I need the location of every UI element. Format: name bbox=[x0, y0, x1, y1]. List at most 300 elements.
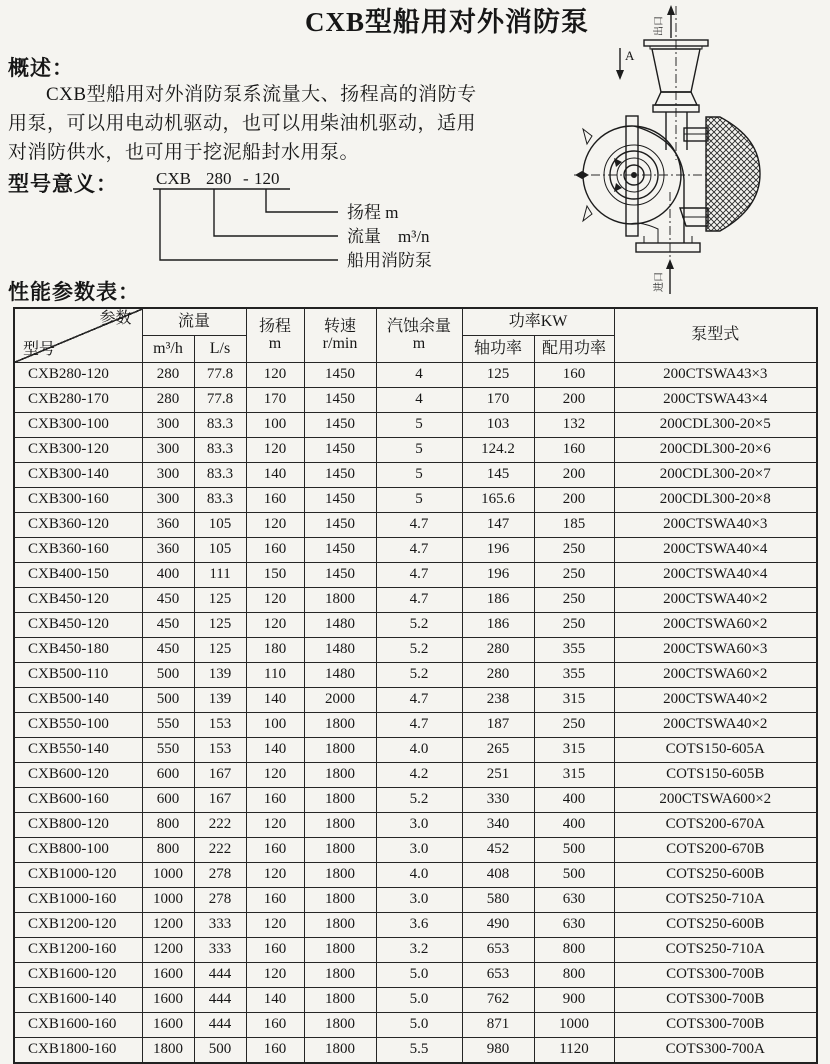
model-meaning-heading: 型号意义： bbox=[8, 172, 118, 196]
table-row bbox=[14, 938, 817, 963]
table-cell: 83.3 bbox=[194, 438, 246, 463]
table-row bbox=[14, 688, 817, 713]
casing-lug-bottom bbox=[583, 206, 592, 221]
table-cell: 450 bbox=[142, 638, 194, 663]
table-cell: 186 bbox=[462, 613, 534, 638]
table-cell: 139 bbox=[194, 663, 246, 688]
table-cell: 400 bbox=[534, 813, 614, 838]
table-cell: 1450 bbox=[304, 488, 376, 513]
table-cell: 170 bbox=[246, 388, 304, 413]
table-cell: 180 bbox=[246, 638, 304, 663]
table-cell: CXB1200-120 bbox=[14, 913, 142, 938]
table-cell: 1450 bbox=[304, 563, 376, 588]
table-cell: CXB280-170 bbox=[14, 388, 142, 413]
model-code-head: 120 bbox=[254, 170, 280, 188]
table-cell: 139 bbox=[194, 688, 246, 713]
table-cell: 653 bbox=[462, 963, 534, 988]
table-cell: 120 bbox=[246, 513, 304, 538]
table-cell: 147 bbox=[462, 513, 534, 538]
table-cell: 125 bbox=[462, 363, 534, 388]
table-cell: 200CDL300-20×5 bbox=[614, 413, 817, 438]
table-cell: 196 bbox=[462, 563, 534, 588]
table-cell: 280 bbox=[462, 638, 534, 663]
table-cell: 630 bbox=[534, 888, 614, 913]
label-pump: 船用消防泵 bbox=[347, 251, 432, 270]
table-row bbox=[14, 663, 817, 688]
table-cell: 200CTSWA40×2 bbox=[614, 688, 817, 713]
table-cell: 500 bbox=[142, 688, 194, 713]
table-cell: 77.8 bbox=[194, 388, 246, 413]
table-cell: 5 bbox=[376, 438, 462, 463]
table-cell: 315 bbox=[534, 688, 614, 713]
table-cell: 4.7 bbox=[376, 588, 462, 613]
table-cell: 5 bbox=[376, 488, 462, 513]
table-cell: 1800 bbox=[304, 1038, 376, 1064]
casing-lug-top bbox=[583, 129, 592, 144]
table-cell: 1800 bbox=[304, 1013, 376, 1038]
table-cell: CXB1000-120 bbox=[14, 863, 142, 888]
table-cell: 1800 bbox=[304, 913, 376, 938]
table-cell: 1000 bbox=[142, 863, 194, 888]
table-cell: COTS300-700B bbox=[614, 1013, 817, 1038]
table-cell: 444 bbox=[194, 963, 246, 988]
table-cell: 444 bbox=[194, 1013, 246, 1038]
view-a-arrowhead bbox=[616, 70, 624, 80]
table-cell: CXB450-180 bbox=[14, 638, 142, 663]
table-cell: CXB500-110 bbox=[14, 663, 142, 688]
table-row bbox=[14, 988, 817, 1013]
table-cell: 160 bbox=[246, 1038, 304, 1064]
table-cell: 153 bbox=[194, 713, 246, 738]
table-cell: 5.0 bbox=[376, 1013, 462, 1038]
table-cell: COTS250-710A bbox=[614, 888, 817, 913]
table-cell: COTS300-700B bbox=[614, 988, 817, 1013]
table-cell: 1600 bbox=[142, 963, 194, 988]
table-cell: 452 bbox=[462, 838, 534, 863]
table-cell: CXB280-120 bbox=[14, 363, 142, 388]
view-a-label: A bbox=[625, 48, 635, 63]
table-cell: 444 bbox=[194, 988, 246, 1013]
table-cell: 330 bbox=[462, 788, 534, 813]
table-cell: 5 bbox=[376, 413, 462, 438]
table-row bbox=[14, 613, 817, 638]
table-row bbox=[14, 763, 817, 788]
table-cell: COTS200-670B bbox=[614, 838, 817, 863]
table-cell: 160 bbox=[246, 938, 304, 963]
table-cell: 160 bbox=[246, 538, 304, 563]
table-cell: 300 bbox=[142, 438, 194, 463]
table-cell: CXB1600-120 bbox=[14, 963, 142, 988]
table-cell: 4.7 bbox=[376, 688, 462, 713]
table-cell: 200CTSWA43×3 bbox=[614, 363, 817, 388]
table-cell: 200CTSWA600×2 bbox=[614, 788, 817, 813]
table-cell: 1800 bbox=[304, 763, 376, 788]
table-row bbox=[14, 488, 817, 513]
table-cell: 4.7 bbox=[376, 563, 462, 588]
table-cell: 315 bbox=[534, 738, 614, 763]
table-cell: 145 bbox=[462, 463, 534, 488]
motor-dome bbox=[706, 117, 760, 231]
table-cell: CXB450-120 bbox=[14, 613, 142, 638]
performance-table bbox=[13, 307, 818, 1064]
table-cell: 222 bbox=[194, 813, 246, 838]
rotation-mark-bottom bbox=[614, 183, 622, 192]
table-cell: COTS300-700B bbox=[614, 963, 817, 988]
table-row bbox=[14, 713, 817, 738]
table-cell: 200CTSWA60×2 bbox=[614, 613, 817, 638]
table-cell: 110 bbox=[246, 663, 304, 688]
table-cell: COTS250-600B bbox=[614, 863, 817, 888]
model-designation-diagram bbox=[140, 170, 470, 274]
table-cell: 200CDL300-20×6 bbox=[614, 438, 817, 463]
table-cell: 132 bbox=[534, 413, 614, 438]
table-cell: 120 bbox=[246, 963, 304, 988]
table-cell: 1450 bbox=[304, 438, 376, 463]
overview-line: 对消防供水，也可用于挖泥船封水用泵。 bbox=[8, 142, 360, 163]
table-cell: 5.5 bbox=[376, 1038, 462, 1064]
table-cell: 200CTSWA60×2 bbox=[614, 663, 817, 688]
table-cell: 196 bbox=[462, 538, 534, 563]
label-head: 扬程 m bbox=[347, 203, 399, 222]
table-cell: 200CTSWA40×4 bbox=[614, 538, 817, 563]
table-cell: 4.7 bbox=[376, 513, 462, 538]
table-cell: 1600 bbox=[142, 988, 194, 1013]
table-cell: 1800 bbox=[304, 738, 376, 763]
head-header: 扬程 m bbox=[246, 308, 304, 363]
table-cell: 3.0 bbox=[376, 838, 462, 863]
overview-paragraph bbox=[8, 80, 580, 167]
table-cell: 200CTSWA40×3 bbox=[614, 513, 817, 538]
table-row bbox=[14, 913, 817, 938]
table-cell: 1000 bbox=[142, 888, 194, 913]
table-cell: 4.7 bbox=[376, 713, 462, 738]
table-cell: 653 bbox=[462, 938, 534, 963]
table-row bbox=[14, 813, 817, 838]
pump-type-header: 泵型式 bbox=[614, 308, 817, 363]
table-cell: CXB450-120 bbox=[14, 588, 142, 613]
table-cell: CXB800-100 bbox=[14, 838, 142, 863]
table-cell: 124.2 bbox=[462, 438, 534, 463]
table-cell: CXB1600-140 bbox=[14, 988, 142, 1013]
table-cell: 4 bbox=[376, 363, 462, 388]
table-cell: 170 bbox=[462, 388, 534, 413]
table-cell: 140 bbox=[246, 688, 304, 713]
table-cell: 5.2 bbox=[376, 788, 462, 813]
table-cell: 105 bbox=[194, 538, 246, 563]
inlet-label: 进口 bbox=[654, 272, 665, 292]
table-cell: 550 bbox=[142, 713, 194, 738]
table-row bbox=[14, 513, 817, 538]
table-cell: CXB300-120 bbox=[14, 438, 142, 463]
table-cell: 600 bbox=[142, 763, 194, 788]
table-cell: 160 bbox=[246, 788, 304, 813]
table-cell: CXB360-120 bbox=[14, 513, 142, 538]
table-cell: CXB1800-160 bbox=[14, 1038, 142, 1064]
table-cell: 250 bbox=[534, 588, 614, 613]
table-row bbox=[14, 563, 817, 588]
table-cell: 186 bbox=[462, 588, 534, 613]
table-cell: 83.3 bbox=[194, 463, 246, 488]
table-cell: CXB400-150 bbox=[14, 563, 142, 588]
rated-power-header: 配用功率 bbox=[534, 336, 614, 363]
table-cell: 280 bbox=[142, 363, 194, 388]
rotation-mark-top bbox=[614, 158, 622, 167]
table-cell: 278 bbox=[194, 863, 246, 888]
table-cell: 400 bbox=[142, 563, 194, 588]
table-cell: 153 bbox=[194, 738, 246, 763]
table-cell: 408 bbox=[462, 863, 534, 888]
table-cell: 1800 bbox=[304, 588, 376, 613]
table-cell: 3.0 bbox=[376, 813, 462, 838]
table-cell: 1200 bbox=[142, 913, 194, 938]
flow-header: 流量 bbox=[142, 308, 246, 336]
table-cell: 120 bbox=[246, 438, 304, 463]
table-row bbox=[14, 788, 817, 813]
table-cell: 280 bbox=[142, 388, 194, 413]
lead-line-head bbox=[266, 189, 338, 212]
table-cell: 200 bbox=[534, 463, 614, 488]
table-cell: 580 bbox=[462, 888, 534, 913]
table-row bbox=[14, 963, 817, 988]
table-cell: 200 bbox=[534, 388, 614, 413]
table-cell: CXB800-120 bbox=[14, 813, 142, 838]
table-cell: 111 bbox=[194, 563, 246, 588]
table-cell: 1450 bbox=[304, 538, 376, 563]
outlet-arrowhead bbox=[667, 5, 675, 15]
table-cell: 100 bbox=[246, 713, 304, 738]
table-cell: 120 bbox=[246, 363, 304, 388]
table-row bbox=[14, 838, 817, 863]
table-cell: 250 bbox=[534, 538, 614, 563]
corner-model-label: 型号 bbox=[23, 341, 56, 359]
table-cell: 160 bbox=[246, 838, 304, 863]
table-cell: 800 bbox=[142, 813, 194, 838]
table-cell: 300 bbox=[142, 463, 194, 488]
table-cell: 800 bbox=[534, 938, 614, 963]
table-cell: 333 bbox=[194, 913, 246, 938]
table-cell: 2000 bbox=[304, 688, 376, 713]
table-cell: 83.3 bbox=[194, 488, 246, 513]
table-cell: 251 bbox=[462, 763, 534, 788]
table-cell: 125 bbox=[194, 588, 246, 613]
table-cell: 5.0 bbox=[376, 963, 462, 988]
table-cell: 1800 bbox=[304, 988, 376, 1013]
table-cell: 77.8 bbox=[194, 363, 246, 388]
power-header: 功率KW bbox=[462, 308, 614, 336]
table-cell: 250 bbox=[534, 713, 614, 738]
table-cell: COTS150-605A bbox=[614, 738, 817, 763]
overview-line: 用泵，可以用电动机驱动，也可以用柴油机驱动，适用 bbox=[8, 113, 477, 134]
table-cell: 300 bbox=[142, 413, 194, 438]
table-cell: CXB300-160 bbox=[14, 488, 142, 513]
table-cell: 100 bbox=[246, 413, 304, 438]
model-code-dash: - bbox=[243, 170, 249, 188]
table-cell: 103 bbox=[462, 413, 534, 438]
table-cell: 167 bbox=[194, 788, 246, 813]
table-cell: 120 bbox=[246, 763, 304, 788]
suction-flange bbox=[636, 243, 700, 252]
pump-technical-drawing bbox=[570, 0, 828, 302]
table-cell: 1450 bbox=[304, 413, 376, 438]
table-cell: 105 bbox=[194, 513, 246, 538]
shaft-center bbox=[631, 172, 637, 178]
table-cell: 120 bbox=[246, 613, 304, 638]
table-cell: 200CDL300-20×8 bbox=[614, 488, 817, 513]
table-cell: 200 bbox=[534, 488, 614, 513]
table-cell: CXB1200-160 bbox=[14, 938, 142, 963]
table-cell: 140 bbox=[246, 738, 304, 763]
table-cell: 120 bbox=[246, 863, 304, 888]
table-cell: 1450 bbox=[304, 388, 376, 413]
table-cell: 185 bbox=[534, 513, 614, 538]
table-row bbox=[14, 463, 817, 488]
table-cell: 167 bbox=[194, 763, 246, 788]
table-cell: 355 bbox=[534, 638, 614, 663]
table-cell: 800 bbox=[534, 963, 614, 988]
table-cell: 120 bbox=[246, 913, 304, 938]
table-row bbox=[14, 863, 817, 888]
table-cell: 3.2 bbox=[376, 938, 462, 963]
table-cell: 1450 bbox=[304, 513, 376, 538]
table-cell: 1480 bbox=[304, 638, 376, 663]
table-cell: 1450 bbox=[304, 363, 376, 388]
inlet-arrowhead bbox=[666, 259, 674, 269]
model-code-flow: 280 bbox=[206, 170, 232, 188]
table-cell: 200CTSWA40×4 bbox=[614, 563, 817, 588]
table-cell: COTS200-670A bbox=[614, 813, 817, 838]
table-cell: 500 bbox=[534, 863, 614, 888]
table-cell: CXB300-100 bbox=[14, 413, 142, 438]
corner-param-label: 参数 bbox=[99, 310, 132, 327]
table-cell: 1800 bbox=[304, 788, 376, 813]
table-cell: 280 bbox=[462, 663, 534, 688]
table-cell: CXB550-100 bbox=[14, 713, 142, 738]
table-cell: 3.0 bbox=[376, 888, 462, 913]
table-cell: 250 bbox=[534, 563, 614, 588]
table-cell: 160 bbox=[246, 1013, 304, 1038]
table-cell: 500 bbox=[534, 838, 614, 863]
table-cell: 200CTSWA60×3 bbox=[614, 638, 817, 663]
table-cell: 140 bbox=[246, 988, 304, 1013]
table-cell: COTS250-710A bbox=[614, 938, 817, 963]
table-cell: 160 bbox=[246, 488, 304, 513]
shaft-power-header: 轴功率 bbox=[462, 336, 534, 363]
table-cell: 1200 bbox=[142, 938, 194, 963]
table-cell: 360 bbox=[142, 538, 194, 563]
speed-header: 转速 r/min bbox=[304, 308, 376, 363]
table-row bbox=[14, 1013, 817, 1038]
table-cell: 300 bbox=[142, 488, 194, 513]
table-cell: 238 bbox=[462, 688, 534, 713]
table-row bbox=[14, 888, 817, 913]
table-row bbox=[14, 413, 817, 438]
table-cell: 4.7 bbox=[376, 538, 462, 563]
table-cell: 333 bbox=[194, 938, 246, 963]
table-row bbox=[14, 588, 817, 613]
table-cell: 315 bbox=[534, 763, 614, 788]
performance-table-heading: 性能参数表： bbox=[8, 280, 140, 304]
table-cell: 1600 bbox=[142, 1013, 194, 1038]
table-cell: 1800 bbox=[304, 813, 376, 838]
table-cell: 1480 bbox=[304, 613, 376, 638]
table-cell: 165.6 bbox=[462, 488, 534, 513]
corner-cell bbox=[14, 308, 142, 363]
table-cell: 340 bbox=[462, 813, 534, 838]
table-cell: 355 bbox=[534, 663, 614, 688]
table-cell: 980 bbox=[462, 1038, 534, 1064]
table-cell: 1800 bbox=[304, 838, 376, 863]
table-cell: 490 bbox=[462, 913, 534, 938]
table-cell: COTS250-600B bbox=[614, 913, 817, 938]
table-cell: 4.0 bbox=[376, 738, 462, 763]
table-row bbox=[14, 638, 817, 663]
header-row-1 bbox=[14, 308, 817, 336]
table-cell: 250 bbox=[534, 613, 614, 638]
table-cell: 1480 bbox=[304, 663, 376, 688]
table-cell: CXB360-160 bbox=[14, 538, 142, 563]
table-cell: 450 bbox=[142, 588, 194, 613]
table-cell: 200CDL300-20×7 bbox=[614, 463, 817, 488]
table-cell: 900 bbox=[534, 988, 614, 1013]
table-cell: 360 bbox=[142, 513, 194, 538]
table-cell: CXB550-140 bbox=[14, 738, 142, 763]
table-row bbox=[14, 538, 817, 563]
table-cell: 762 bbox=[462, 988, 534, 1013]
table-cell: 5.0 bbox=[376, 988, 462, 1013]
table-cell: 222 bbox=[194, 838, 246, 863]
table-cell: 1800 bbox=[304, 963, 376, 988]
table-cell: 160 bbox=[534, 438, 614, 463]
table-cell: 83.3 bbox=[194, 413, 246, 438]
table-cell: 1120 bbox=[534, 1038, 614, 1064]
table-cell: 550 bbox=[142, 738, 194, 763]
table-cell: COTS150-605B bbox=[614, 763, 817, 788]
npsh-header: 汽蚀余量 m bbox=[376, 308, 462, 363]
table-cell: 3.6 bbox=[376, 913, 462, 938]
table-cell: CXB600-160 bbox=[14, 788, 142, 813]
table-cell: 4 bbox=[376, 388, 462, 413]
model-code-prefix: CXB bbox=[156, 170, 191, 188]
page-title: CXB型船用对外消防泵 bbox=[304, 7, 589, 37]
table-cell: 871 bbox=[462, 1013, 534, 1038]
flow-ls-header: L/s bbox=[194, 336, 246, 363]
table-cell: CXB1000-160 bbox=[14, 888, 142, 913]
table-cell: 5.2 bbox=[376, 613, 462, 638]
table-cell: 4.2 bbox=[376, 763, 462, 788]
table-cell: 200CTSWA43×4 bbox=[614, 388, 817, 413]
table-cell: 5.2 bbox=[376, 663, 462, 688]
lead-line-pump bbox=[160, 189, 338, 260]
table-cell: 140 bbox=[246, 463, 304, 488]
table-cell: 125 bbox=[194, 638, 246, 663]
table-cell: 800 bbox=[142, 838, 194, 863]
flow-m3h-header: m³/h bbox=[142, 336, 194, 363]
table-cell: 120 bbox=[246, 813, 304, 838]
table-cell: 500 bbox=[142, 663, 194, 688]
table-cell: 120 bbox=[246, 588, 304, 613]
table-cell: 1800 bbox=[304, 888, 376, 913]
table-cell: CXB600-120 bbox=[14, 763, 142, 788]
table-cell: CXB1600-160 bbox=[14, 1013, 142, 1038]
table-cell: 600 bbox=[142, 788, 194, 813]
table-cell: 150 bbox=[246, 563, 304, 588]
label-flow: 流量 m³/n bbox=[347, 227, 430, 246]
casing-nose bbox=[575, 171, 589, 179]
table-cell: COTS300-700A bbox=[614, 1038, 817, 1064]
table-cell: 200CTSWA40×2 bbox=[614, 713, 817, 738]
suction-neck bbox=[644, 236, 692, 243]
table-cell: 400 bbox=[534, 788, 614, 813]
